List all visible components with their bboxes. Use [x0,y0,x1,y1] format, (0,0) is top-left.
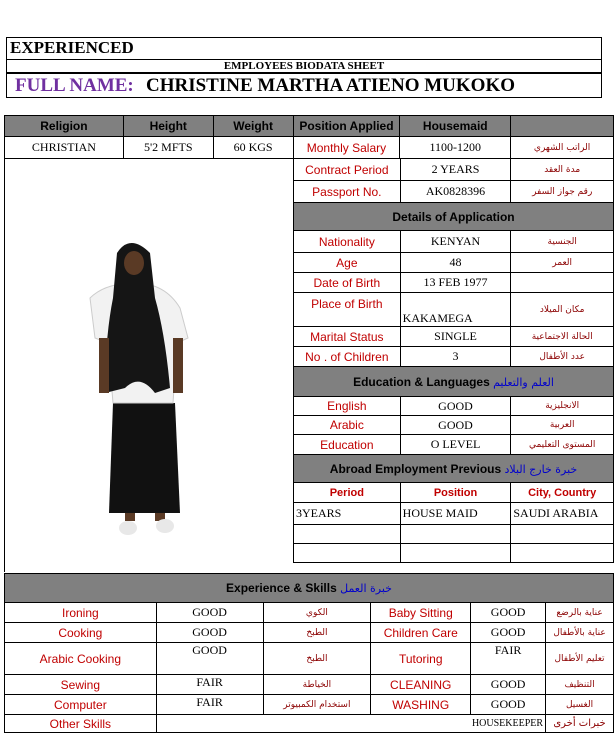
weight-value: 60 KGS [213,137,293,159]
marital-label: Marital Status [294,327,401,347]
abroad-empty-cell [511,525,614,544]
abroad-title-cell [294,455,614,483]
housemaid-header: Housemaid [400,116,511,137]
dob-label: Date of Birth [294,273,401,293]
sewing-ar: الخياطة [263,675,371,695]
english-value: GOOD [400,397,511,416]
edu-level-value: O LEVEL [400,435,511,455]
religion-value: CHRISTIAN [5,137,124,159]
person-photo-icon [5,158,294,572]
arabic-value: GOOD [400,416,511,435]
job-table [293,158,614,563]
status-label: EXPERIENCED [10,38,134,57]
skills-title-cell [5,574,614,603]
dob-value: 13 FEB 1977 [400,273,511,293]
pob-ar: مكان الميلاد [511,293,614,327]
abroad-period-header: Period [294,483,401,503]
abroad-empty-cell [400,544,511,563]
position-header: Position Applied [293,116,400,137]
babysitting-ar: عناية بالرضع [546,603,614,623]
pob-label: Place of Birth [294,293,401,327]
nationality-value: KENYAN [400,231,511,253]
passport-label: Passport No. [294,181,401,203]
arabic-cooking-value: GOOD [156,643,263,675]
details-title: Details of Application [294,203,614,231]
tutoring-value: FAIR [471,643,546,675]
height-header: Height [123,116,213,137]
nationality-label: Nationality [294,231,401,253]
other-skills-label: Other Skills [5,715,157,733]
blank-header [511,116,614,137]
abroad-period-value: 3YEARS [294,503,401,525]
abroad-empty-cell [511,544,614,563]
pob-value: KAKAMEGA [400,293,511,327]
babysitting-value: GOOD [471,603,546,623]
childcare-value: GOOD [471,623,546,643]
top-table [4,115,614,159]
children-ar: عدد الأطفال [511,347,614,367]
contract-ar: مدة العقد [511,159,614,181]
nationality-ar: الجنسية [511,231,614,253]
arabic-ar: العربية [511,416,614,435]
english-ar: الانجليزية [511,397,614,416]
abroad-position-value: HOUSE MAID [400,503,511,525]
weight-header: Weight [213,116,293,137]
washing-ar: الغسيل [546,695,614,715]
washing-label: WASHING [371,695,471,715]
children-label: No . of Children [294,347,401,367]
tutoring-label: Tutoring [371,643,471,675]
arabic-label: Arabic [294,416,401,435]
babysitting-label: Baby Sitting [371,603,471,623]
height-value: 5'2 MFTS [123,137,213,159]
salary-value: 1100-1200 [400,137,511,159]
abroad-empty-cell [294,544,401,563]
tutoring-ar: تعليم الأطفال [546,643,614,675]
contract-value: 2 YEARS [400,159,511,181]
arabic-cooking-ar: الطبخ [263,643,371,675]
childcare-ar: عناية بالأطفال [546,623,614,643]
education-title: Education & Languages [353,374,490,389]
cleaning-value: GOOD [471,675,546,695]
status-box [6,37,602,59]
childcare-label: Children Care [371,623,471,643]
contract-label: Contract Period [294,159,401,181]
abroad-empty-cell [294,525,401,544]
abroad-city-header: City, Country [511,483,614,503]
education-title-cell [294,367,614,397]
skills-title-ar: خبرة العمل [340,582,392,595]
age-value: 48 [400,253,511,273]
cooking-ar: الطبخ [263,623,371,643]
ironing-label: Ironing [5,603,157,623]
abroad-title-ar: خبرة خارج البلاد [504,462,578,476]
religion-header: Religion [5,116,124,137]
sheet-title-box [6,59,602,73]
salary-label: Monthly Salary [293,137,400,159]
cleaning-ar: التنظيف [546,675,614,695]
salary-ar: الراتب الشهري [511,137,614,159]
sheet-title: EMPLOYEES BIODATA SHEET [223,60,385,72]
edu-level-label: Education [294,435,401,455]
photo [4,158,293,572]
abroad-city-value: SAUDI ARABIA [511,503,614,525]
english-label: English [294,397,401,416]
arabic-cooking-label: Arabic Cooking [5,643,157,675]
dob-ar [511,273,614,293]
other-skills-value: HOUSEKEEPER [156,715,545,733]
ironing-value: GOOD [156,603,263,623]
age-ar: العمر [511,253,614,273]
cleaning-label: CLEANING [371,675,471,695]
washing-value: GOOD [471,695,546,715]
sewing-value: FAIR [156,675,263,695]
education-title-ar: العلم والتعليم [493,375,554,389]
abroad-title: Abroad Employment Previous [329,461,502,476]
children-value: 3 [400,347,511,367]
full-name-box [6,73,602,98]
cooking-label: Cooking [5,623,157,643]
age-label: Age [294,253,401,273]
marital-value: SINGLE [400,327,511,347]
marital-ar: الحالة الاجتماعية [511,327,614,347]
cooking-value: GOOD [156,623,263,643]
computer-value: FAIR [156,695,263,715]
full-name-label: FULL NAME: [15,75,134,96]
skills-title: Experience & Skills [226,581,337,595]
computer-label: Computer [5,695,157,715]
sewing-label: Sewing [5,675,157,695]
full-name-value: CHRISTINE MARTHA ATIENO MUKOKO [146,75,515,96]
other-skills-ar: خبرات أخرى [546,715,614,733]
abroad-position-header: Position [400,483,511,503]
computer-ar: استخدام الكمبيوتر [263,695,371,715]
skills-table [4,573,614,733]
passport-value: AK0828396 [400,181,511,203]
passport-ar: رقم جواز السفر [511,181,614,203]
abroad-empty-cell [400,525,511,544]
edu-level-ar: المستوى التعليمي [511,435,614,455]
ironing-ar: الكوي [263,603,371,623]
